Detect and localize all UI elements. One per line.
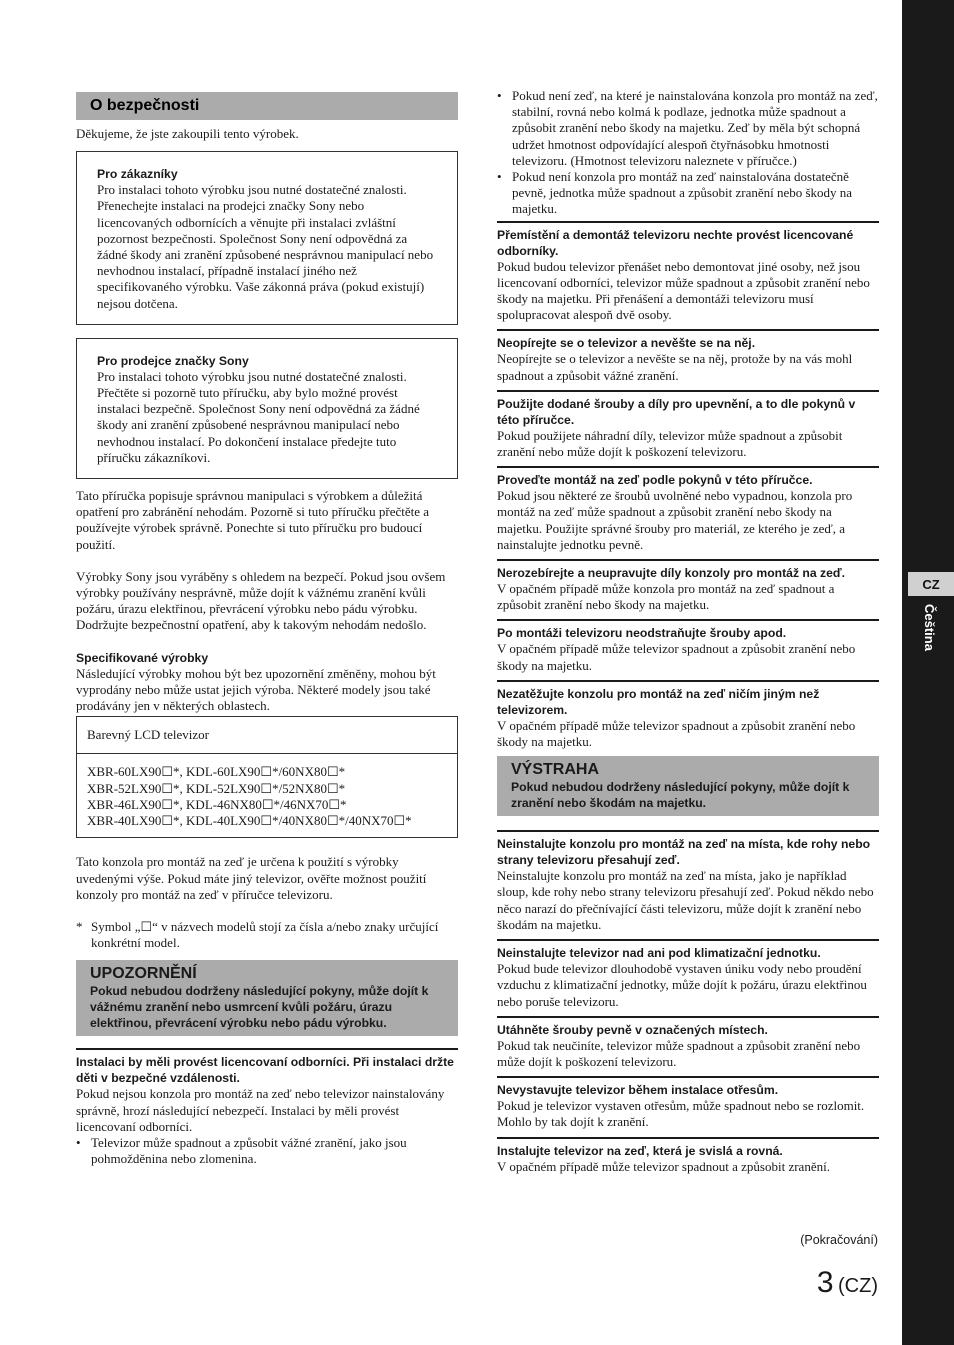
- dealer-notice-box: [76, 338, 458, 479]
- caution-item: [497, 390, 879, 460]
- right-column: [497, 88, 879, 1179]
- model-line: XBR-52LX90☐*, KDL-52LX90☐*/52NX80☐*: [87, 780, 346, 796]
- page-number-value: 3: [816, 1266, 834, 1299]
- bullet-item: • Pokud není konzola pro montáž na zeď nainstalována dostatečně pevně, jednotka může spadnout a způsobit zranění nebo škody na majetku.: [497, 169, 879, 218]
- warning-item-heading: Utáhněte šrouby pevně v označených místech.: [497, 1022, 768, 1037]
- caution-item-bullets: [76, 1135, 458, 1167]
- language-sidebar: [902, 0, 954, 1345]
- caution-item: [497, 329, 879, 383]
- footnote-text: Symbol „☐“ v názvech modelů stojí za čísla a/nebo znaky určující konkrétní model.: [91, 918, 439, 951]
- warning-item-text: V opačném případě může televizor spadnout a způsobit zranění.: [497, 1158, 830, 1174]
- footnote-mark: *: [76, 918, 83, 934]
- caution-box: [76, 960, 458, 1036]
- continued-bullets: [497, 88, 879, 218]
- warning-item: [497, 1016, 879, 1070]
- caution-item: [497, 619, 879, 673]
- caution-item-heading: Instalaci by měli provést licencovaní odborníci. Při instalaci držte děti v bezpečné vzdálenosti.: [76, 1055, 454, 1086]
- warning-item-text: Pokud je televizor vystaven otřesům, může spadnout nebo se rozlomit. Mohlo by tak dojít k zranění.: [497, 1098, 865, 1130]
- caution-item-text: Neopírejte se o televizor a nevěšte se na něj, protože by na vás mohl spadnout a způsobit vážné zranění.: [497, 351, 853, 383]
- caution-item-text: Pokud použijete náhradní díly, televizor může spadnout a způsobit zranění nebo může dojít k poškození televizoru.: [497, 427, 843, 460]
- bullet-item: • Televizor může spadnout a způsobit vážné zranění, jako jsou pohmožděnina nebo zlomenina.: [76, 1135, 458, 1167]
- warning-item: [497, 1076, 879, 1130]
- model-table: [76, 716, 458, 838]
- caution-item-heading: Po montáži televizoru neodstraňujte šrouby apod.: [497, 626, 787, 641]
- warning-item: [497, 939, 879, 1010]
- safety-design-text: Výrobky Sony jsou vyráběny s ohledem na bezpečí. Pokud jsou ovšem výrobky používány nesprávně, může dojít k vážnému zranění kvůli požáru, úrazu elektřinou, převrácení výrobku nebo pádu výrobku. Dodržujte bezpečnostní opatření, aby k takovým nehodám nedošlo.: [76, 568, 446, 633]
- model-line: XBR-60LX90☐*, KDL-60LX90☐*/60NX80☐*: [87, 764, 346, 780]
- caution-item-text: V opačném případě může televizor spadnout a způsobit zranění nebo škody na majetku.: [497, 717, 856, 750]
- caution-item-heading: Nerozebírejte a neupravujte díly konzoly pro montáž na zeď.: [497, 566, 846, 581]
- caution-item-heading: Použijte dodané šrouby a díly pro upevnění, a to dle pokynů v této příručce.: [497, 396, 856, 427]
- warning-item-heading: Neinstalujte konzolu pro montáž na zeď na místa, kde rohy nebo strany televizoru přesahují zeď.: [497, 837, 871, 868]
- caution-item: [497, 559, 879, 613]
- section-heading: O bezpečnosti: [76, 92, 458, 120]
- warning-item-text: Neinstalujte konzolu pro montáž na zeď na místa, jako je například sloup, kde rohy nebo strany televizoru přesahují zeď. Pokud někdo nebo něco narazí do přečnívající části televizoru, může dojít k zranění nebo škodám na majetku.: [497, 868, 874, 932]
- caution-text: Pokud nebudou dodrženy následující pokyny, může dojít k vážnému zranění nebo usmrcení kvůli požáru, úrazu elektřinou, převrácení výrobku nebo pádu výrobku.: [90, 984, 429, 1031]
- intro-text: Děkujeme, že jste zakoupili tento výrobek.: [76, 126, 299, 141]
- warning-title: VÝSTRAHA: [511, 761, 600, 779]
- caution-item: [497, 221, 879, 324]
- dealer-notice-title: Pro prodejce značky Sony: [97, 353, 249, 368]
- language-tab: CZ: [908, 572, 954, 596]
- caution-item-text: V opačném případě může televizor spadnout a způsobit zranění nebo škody na majetku.: [497, 641, 856, 673]
- bullet-item: • Pokud není zeď, na které je nainstalována konzola pro montáž na zeď, stabilní, rovná nebo kolmá k podlaze, jednotka může spadnout a způsobit zranění nebo škody na majetku. Zeď by měla být schopná udržet hmotnost odpovídající alespoň čtyřnásobku hmotnosti televizoru. (Hmotnost televizoru naleznete v příručce.): [497, 88, 879, 169]
- continued-note: (Pokračování): [800, 1233, 878, 1247]
- customer-notice-text: Pro instalaci tohoto výrobku jsou nutné dostatečné znalosti. Přenechejte instalaci na prodejci značky Sony nebo licencovaných odbornících a věnujte při instalaci zvláštní pozornost bezpečnosti. Společnost Sony není odpovědná za žádné škody ani zranění způsobené nesprávnou manipulací nebo nevhodnou instalací, případně instalací jiného než specifikovaného výrobku. Vaše zákonná práva (pokud existují) nejsou dotčena.: [97, 182, 434, 311]
- caution-item-text: Pokud jsou některé ze šroubů uvolněné nebo vypadnou, konzola pro montáž na zeď může spadnout a způsobit zranění nebo škody na majetku. Použijte správné šrouby pro materiál, ze kterého je zeď, a nainstalujte jednotku pevně.: [497, 488, 853, 552]
- caution-item-heading: Nezatěžujte konzolu pro montáž na zeď ničím jiným než televizorem.: [497, 686, 820, 717]
- warning-item-text: Pokud tak neučiníte, televizor může spadnout a způsobit zranění nebo může dojít k poškození televizoru.: [497, 1037, 861, 1069]
- caution-item-text: Pokud budou televizor přenášet nebo demontovat jiné osoby, než jsou licencovaní odborníci, televizor může spadnout a způsobit zranění nebo škody na majetku. Při přenášení a demontáži televizoru musí spolupracovat alespoň dvě osoby.: [497, 258, 870, 323]
- caution-item: [76, 1048, 458, 1167]
- page-number: [817, 1266, 878, 1300]
- warning-item: [497, 830, 879, 933]
- caution-item-heading: Přemístění a demontáž televizoru nechte provést licencované odborníky.: [497, 227, 854, 258]
- language-label: Čeština: [922, 604, 937, 651]
- dealer-notice-text: Pro instalaci tohoto výrobku jsou nutné dostatečné znalosti. Přečtěte si pozorně tuto příručku, aby bylo možné provést instalaci bezpečně. Společnost Sony není odpovědná za žádné škody ani zranění způsobené nesprávnou manipulací nebo nevhodnou instalací. Po dokončení instalace předejte tuto příručku zákazníkovi.: [97, 368, 420, 465]
- manual-purpose-text: Tato příručka popisuje správnou manipulaci s výrobkem a důležitá opatření pro zabránění nehodám. Pozorně si tuto příručku přečtěte a používejte výrobek správně. Ponechte si tuto příručku pro budoucí použití.: [76, 488, 430, 552]
- left-column: [76, 92, 458, 1171]
- model-line: XBR-46LX90☐*, KDL-46NX80☐*/46NX70☐*: [87, 796, 347, 812]
- bracket-usage-text: Tato konzola pro montáž na zeď je určena k použití s výrobky uvedenými výše. Pokud máte jiný televizor, ověřte možnost použití konzoly pro montáž na zeď v příručce televizoru.: [76, 854, 427, 902]
- warning-item-text: Pokud bude televizor dlouhodobě vystaven úniku vody nebo proudění vzduchu z klimatizační jednotky, může dojít k požáru, úrazu elektřinou nebo poruše televizoru.: [497, 961, 867, 1009]
- warning-item-heading: Instalujte televizor na zeď, která je svislá a rovná.: [497, 1143, 783, 1158]
- caution-item: [497, 680, 879, 750]
- caution-item-text: V opačném případě může konzola pro montáž na zeď spadnout a způsobit zranění nebo škody na majetku.: [497, 581, 835, 613]
- page-number-suffix: (CZ): [838, 1275, 878, 1297]
- warning-item-heading: Nevystavujte televizor během instalace otřesům.: [497, 1083, 779, 1098]
- warning-item: [497, 1137, 879, 1175]
- warning-box: [497, 756, 879, 816]
- caution-item: [497, 466, 879, 553]
- specified-products-text: Následující výrobky mohou být bez upozornění změněny, mohou být vyprodány nebo může ustat jejich výroba. Některé modely jsou také prodávány jen v některých oblastech.: [76, 665, 436, 714]
- customer-notice-title: Pro zákazníky: [97, 167, 178, 182]
- specified-products-heading: Specifikované výrobky: [76, 650, 209, 665]
- model-line: XBR-40LX90☐*, KDL-40LX90☐*/40NX80☐*/40NX70☐*: [87, 813, 412, 829]
- caution-title: UPOZORNĚNÍ: [90, 965, 197, 983]
- warning-text: Pokud nebudou dodrženy následující pokyny, může dojít k zranění nebo škodám na majetku.: [511, 780, 850, 811]
- customer-notice-box: [76, 151, 458, 325]
- warning-item-heading: Neinstalujte televizor nad ani pod klimatizační jednotku.: [497, 946, 821, 961]
- model-list: [77, 754, 457, 837]
- caution-item-heading: Proveďte montáž na zeď podle pokynů v této příručce.: [497, 473, 813, 488]
- model-table-header: Barevný LCD televizor: [77, 717, 457, 754]
- caution-item-heading: Neopírejte se o televizor a nevěšte se na něj.: [497, 336, 756, 351]
- symbol-footnote: [76, 919, 458, 951]
- caution-item-text: Pokud nejsou konzola pro montáž na zeď nebo televizor nainstalovány správně, hrozí následující nebezpečí. Instalaci by měli provést licencovaní odborníci.: [76, 1086, 445, 1134]
